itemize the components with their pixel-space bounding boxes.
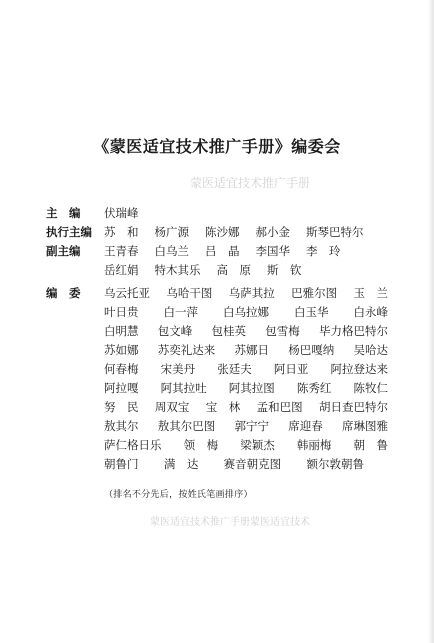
role-row-deputy-editor <box>0 241 434 261</box>
member-name: 敖其尔巴图 <box>157 419 216 433</box>
role-row-committee-cont <box>0 302 434 322</box>
member-name: 包桂英 <box>211 324 246 338</box>
member-name: 阿其拉图 <box>228 381 275 395</box>
member-name: 白乌拉娜 <box>223 305 269 319</box>
name-list <box>104 241 388 261</box>
bleed-through-text: 蒙医适宜技术推广手册蒙医适宜技术 <box>150 517 310 528</box>
name-list <box>104 203 388 223</box>
role-row-chief-editor <box>0 203 434 223</box>
member-name: 苏娜日 <box>234 343 269 357</box>
member-name: 杨广源 <box>154 225 189 239</box>
member-name: 高 原 <box>216 263 251 277</box>
role-row-deputy-editor-cont <box>0 260 434 280</box>
member-name: 韩丽梅 <box>296 438 332 452</box>
member-name: 毕力格巴特尔 <box>319 324 388 338</box>
role-label: 编 委 <box>46 286 81 300</box>
member-name: 杨巴嘎纳 <box>288 343 335 357</box>
member-name: 吕 晶 <box>205 244 240 258</box>
role-label: 主 编 <box>46 206 81 220</box>
member-name: 包雪梅 <box>265 324 300 338</box>
role-row-executive-editor <box>0 222 434 242</box>
member-name: 阿拉登达来 <box>330 362 388 376</box>
member-name: 满 达 <box>163 457 199 471</box>
member-name: 孟和巴图 <box>256 400 303 414</box>
role-row-committee-cont <box>0 435 434 455</box>
member-name: 白明慧 <box>104 324 139 338</box>
ordering-note: （排名不分先后，按姓氏笔画排序） <box>104 490 253 500</box>
member-name: 白乌兰 <box>154 244 189 258</box>
name-list <box>104 435 388 455</box>
member-name: 努 民 <box>104 400 139 414</box>
member-name: 玉 兰 <box>353 286 388 300</box>
member-name: 吴哈达 <box>353 343 388 357</box>
member-name: 苏 和 <box>104 225 139 239</box>
member-name: 斯琴巴特尔 <box>306 225 364 239</box>
member-name: 阿其拉吐 <box>160 381 207 395</box>
member-name: 阿拉嘎 <box>104 381 139 395</box>
member-name: 苏如娜 <box>104 343 139 357</box>
member-name: 特木其乐 <box>154 263 201 277</box>
member-name: 苏奕礼达来 <box>157 343 216 357</box>
role-row-committee-cont <box>0 321 434 341</box>
member-name: 席迎春 <box>288 419 323 433</box>
member-name: 阿日亚 <box>273 362 309 376</box>
name-list <box>104 302 388 322</box>
name-list <box>104 359 388 379</box>
bleed-through-text: 蒙医适宜技术推广手册 <box>190 176 311 190</box>
member-name: 郭宁宁 <box>234 419 269 433</box>
member-name: 额尔敦朝鲁 <box>306 457 364 471</box>
member-name: 领 梅 <box>183 438 219 452</box>
role-row-committee-cont <box>0 397 434 417</box>
name-list <box>104 283 388 303</box>
member-name: 陈牧仁 <box>353 381 388 395</box>
member-name: 赛音朝克图 <box>223 457 282 471</box>
member-name: 巴雅尔图 <box>291 286 338 300</box>
member-name: 何春梅 <box>104 362 139 376</box>
role-row-committee-cont <box>0 416 434 436</box>
member-name: 王青春 <box>104 244 139 258</box>
name-list <box>104 397 388 417</box>
member-name: 郝小金 <box>255 225 290 239</box>
member-name: 斯 钦 <box>267 263 302 277</box>
role-row-committee-cont <box>0 454 434 474</box>
member-name: 宝 林 <box>205 400 241 414</box>
member-name: 陈秀红 <box>296 381 332 395</box>
member-name: 萨仁格日乐 <box>104 438 162 452</box>
member-name: 白永峰 <box>353 305 388 319</box>
role-label: 执行主编 <box>46 225 92 239</box>
member-name: 乌云托亚 <box>104 286 150 300</box>
member-name: 敖其尔 <box>104 419 139 433</box>
member-name: 包文峰 <box>157 324 193 338</box>
member-name: 李国华 <box>255 244 290 258</box>
member-name: 胡日查巴特尔 <box>319 400 388 414</box>
member-name: 李 玲 <box>306 244 341 258</box>
member-name: 张廷夫 <box>217 362 252 376</box>
member-name: 周双宝 <box>154 400 190 414</box>
name-list <box>104 416 388 436</box>
member-name: 陈沙娜 <box>205 225 240 239</box>
member-name: 叶日贵 <box>104 305 139 319</box>
role-row-committee-cont <box>0 378 434 398</box>
name-list <box>104 454 364 474</box>
member-name: 宋美丹 <box>160 362 196 376</box>
name-list <box>104 222 388 242</box>
role-row-committee <box>0 283 434 303</box>
member-name: 伏瑞峰 <box>104 206 139 220</box>
name-list <box>104 260 388 280</box>
member-name: 白玉华 <box>294 305 329 319</box>
name-list <box>104 378 388 398</box>
member-name: 朝 鲁 <box>353 438 388 452</box>
name-list <box>104 321 388 341</box>
member-name: 乌哈干图 <box>166 286 213 300</box>
member-name: 乌萨其拉 <box>228 286 275 300</box>
name-list <box>104 340 388 360</box>
member-name: 朝鲁门 <box>104 457 139 471</box>
member-name: 梁颖杰 <box>240 438 275 452</box>
role-row-committee-cont <box>0 340 434 360</box>
page-title: 《蒙医适宜技术推广手册》编委会 <box>93 137 341 156</box>
role-row-committee-cont <box>0 359 434 379</box>
role-label: 副主编 <box>46 244 81 258</box>
member-name: 岳红娟 <box>104 263 139 277</box>
member-name: 白一萍 <box>163 305 198 319</box>
member-name: 席琳图雅 <box>342 419 388 433</box>
